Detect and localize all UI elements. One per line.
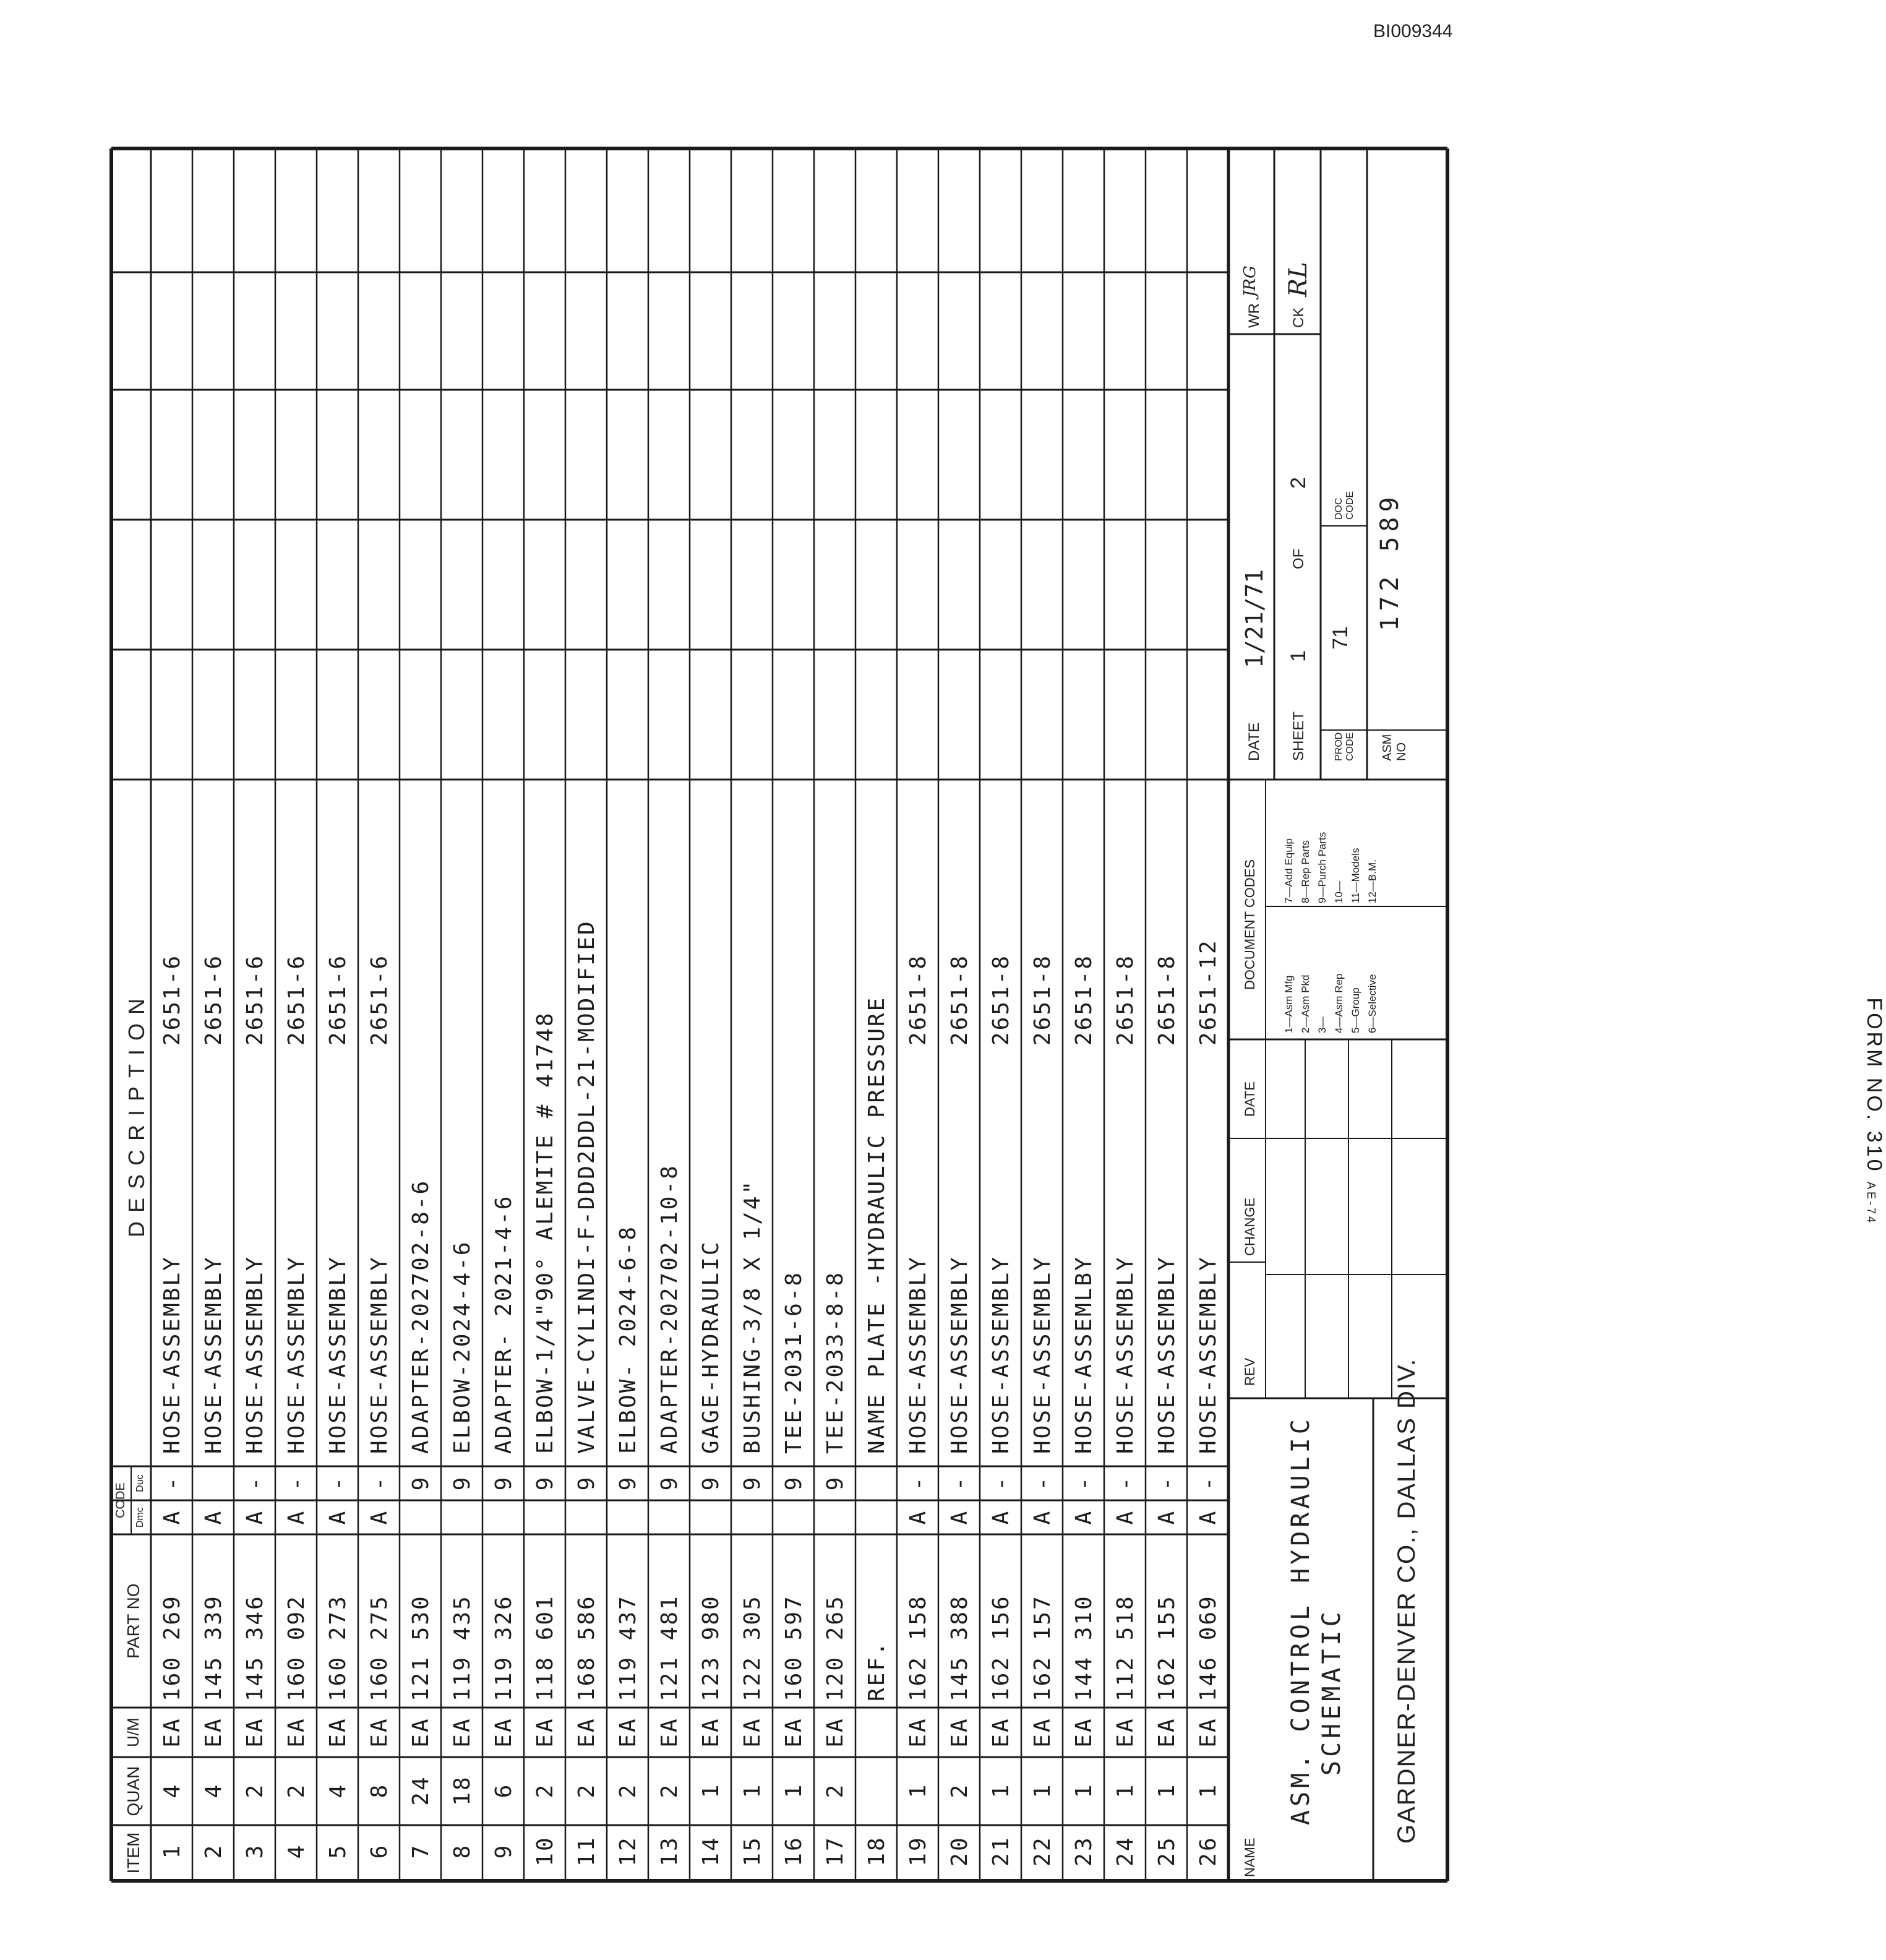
row-description: HOSE-ASSEMBLY: [1113, 1255, 1138, 1454]
row-spec: 2651-8: [988, 953, 1014, 1046]
row-unit: EA: [491, 1717, 517, 1748]
row-code-dmc: A: [906, 1509, 931, 1525]
row-description: HOSE-ASSEMBLY: [201, 1255, 226, 1454]
row-quantity: 18: [450, 1775, 475, 1806]
wr-label: WR: [1246, 303, 1262, 328]
row-code-dmc: A: [1113, 1509, 1138, 1525]
row-item: 9: [491, 1843, 517, 1859]
row-part-number: 119 437: [615, 1594, 641, 1701]
footer-name-label: NAME: [1242, 1838, 1258, 1877]
row-quantity: 2: [574, 1782, 599, 1799]
row-code-duc: 9: [450, 1475, 475, 1491]
document-codes-label: DOCUMENT CODES: [1242, 859, 1258, 990]
row-unit: EA: [781, 1717, 807, 1748]
row-code-duc: -: [242, 1475, 268, 1491]
row-unit: EA: [615, 1717, 641, 1748]
row-code-dmc: A: [1196, 1509, 1221, 1525]
row-code-duc: -: [988, 1475, 1014, 1491]
row-quantity: 8: [367, 1782, 392, 1799]
document-codes-group-2: [1280, 832, 1381, 903]
row-code-dmc: A: [1071, 1509, 1097, 1525]
row-quantity: 1: [988, 1782, 1014, 1799]
row-part-number: 162 158: [906, 1594, 931, 1701]
form-revision: AE-74: [1865, 1181, 1877, 1225]
row-unit: EA: [160, 1717, 185, 1748]
row-description: ELBOW-2024-4-6: [450, 1240, 475, 1454]
row-description: HOSE-ASSEMBLY: [988, 1255, 1014, 1454]
company-name: GARDNER-DENVER CO., DALLAS DIV.: [1393, 1357, 1420, 1844]
row-part-number: 145 388: [947, 1594, 972, 1701]
row-part-number: 121 530: [408, 1594, 434, 1701]
ck-label: CK: [1290, 307, 1307, 328]
row-code-dmc: A: [947, 1509, 972, 1525]
row-unit: EA: [408, 1717, 434, 1748]
row-description: HOSE-ASSEMBLY: [367, 1255, 392, 1454]
row-spec: 2651-12: [1196, 939, 1221, 1046]
document-code-item: 10—: [1333, 881, 1345, 903]
row-unit: EA: [1071, 1717, 1097, 1748]
row-code-duc: -: [906, 1475, 931, 1491]
row-code-dmc: A: [1030, 1509, 1055, 1525]
row-item: 8: [450, 1843, 475, 1859]
document-code-item: 12—B.M.: [1366, 859, 1378, 903]
row-item: 19: [906, 1836, 931, 1867]
date-col-label: DATE: [1242, 1081, 1258, 1117]
row-part-number: 160 275: [367, 1594, 392, 1701]
row-spec: 2651-8: [906, 953, 931, 1046]
row-code-duc: -: [284, 1475, 309, 1491]
row-description: ADAPTER-202702-10-8: [657, 1164, 682, 1454]
row-spec: 2651-6: [367, 953, 392, 1046]
row-spec: 2651-8: [1113, 953, 1138, 1046]
row-description: ELBOW- 2024-6-8: [615, 1224, 641, 1454]
asm-no-label: ASM NO: [1381, 734, 1408, 761]
row-description: HOSE-ASSEMBLY: [906, 1255, 931, 1454]
row-spec: 2651-6: [201, 953, 226, 1046]
row-quantity: 2: [947, 1782, 972, 1799]
row-item: 20: [947, 1836, 972, 1867]
row-code-duc: -: [947, 1475, 972, 1491]
row-item: 11: [574, 1836, 599, 1867]
row-description: HOSE-ASSEMBLY: [1196, 1255, 1221, 1454]
row-unit: EA: [367, 1717, 392, 1748]
document-code-item: 5—Group: [1350, 987, 1361, 1033]
row-item: 16: [781, 1836, 807, 1867]
assembly-name-line2: SCHEMATIC: [1318, 1608, 1346, 1776]
wr-value: JRG: [1241, 265, 1259, 297]
row-item: 23: [1071, 1836, 1097, 1867]
row-code-dmc: A: [242, 1509, 268, 1525]
row-code-duc: 9: [698, 1475, 724, 1491]
row-code-duc: 9: [781, 1475, 807, 1491]
row-part-number: REF.: [864, 1640, 889, 1701]
doc-code-label: DOC CODE: [1334, 491, 1355, 520]
row-description: BUSHING-3/8 X 1/4": [740, 1179, 765, 1454]
row-unit: EA: [657, 1717, 682, 1748]
header-code-dmc: Dmc: [135, 1507, 145, 1528]
row-quantity: 2: [284, 1782, 309, 1799]
row-part-number: 145 339: [201, 1594, 226, 1701]
form-grid: [111, 148, 1447, 1881]
row-item: 13: [657, 1836, 682, 1867]
row-quantity: 1: [1113, 1782, 1138, 1799]
row-part-number: 121 481: [657, 1594, 682, 1701]
row-item: 15: [740, 1836, 765, 1867]
document-id: BI009344: [1373, 21, 1453, 41]
row-description: ADAPTER-202702-8-6: [408, 1179, 434, 1454]
header-um: U/M: [124, 1717, 142, 1747]
row-description: VALVE-CYLINDI-F-DDD2DDL-21-MODIFIED: [574, 919, 599, 1454]
row-description: HOSE-ASSEMBLY: [242, 1255, 268, 1454]
row-code-duc: 9: [574, 1475, 599, 1491]
row-part-number: 123 980: [698, 1594, 724, 1701]
row-item: 3: [242, 1843, 268, 1859]
row-code-duc: -: [1071, 1475, 1097, 1491]
row-spec: 2651-8: [947, 953, 972, 1046]
header-description: DESCRIPTION: [124, 989, 149, 1238]
row-unit: EA: [698, 1717, 724, 1748]
row-unit: EA: [533, 1717, 558, 1748]
row-part-number: 162 156: [988, 1594, 1014, 1701]
row-code-duc: -: [1196, 1475, 1221, 1491]
row-part-number: 145 346: [242, 1594, 268, 1701]
row-part-number: 160 597: [781, 1594, 807, 1701]
row-quantity: 2: [533, 1782, 558, 1799]
row-spec: 2651-6: [242, 953, 268, 1046]
row-code-duc: -: [325, 1475, 351, 1491]
row-item: 14: [698, 1836, 724, 1867]
row-unit: EA: [201, 1717, 226, 1748]
row-description: HOSE-ASSEMBLY: [284, 1255, 309, 1454]
row-quantity: 1: [1154, 1782, 1180, 1799]
document-code-item: 1—Asm Mfg: [1283, 975, 1295, 1033]
row-description: HOSE-ASSEMBLY: [325, 1255, 351, 1454]
row-description: TEE-2031-6-8: [781, 1270, 807, 1454]
row-part-number: 119 435: [450, 1594, 475, 1701]
row-item: 17: [823, 1836, 848, 1867]
row-unit: EA: [947, 1717, 972, 1748]
row-part-number: 160 269: [160, 1594, 185, 1701]
of-value: 2: [1287, 477, 1310, 489]
row-item: 24: [1113, 1836, 1138, 1867]
row-code-duc: 9: [408, 1475, 434, 1491]
row-quantity: 24: [408, 1775, 434, 1806]
header-part-no: PART NO: [124, 1583, 143, 1659]
date-field-label: DATE: [1246, 722, 1262, 761]
row-part-number: 144 310: [1071, 1594, 1097, 1701]
row-quantity: 2: [657, 1782, 682, 1799]
ck-value: RL: [1284, 262, 1313, 297]
assembly-name-line1: ASM. CONTROL HYDRAULIC: [1287, 1416, 1315, 1825]
asm-no-value: 172 589: [1376, 492, 1404, 631]
row-unit: EA: [1196, 1717, 1221, 1748]
row-item: 4: [284, 1843, 309, 1859]
row-description: HOSE-ASSEMBLY: [160, 1255, 185, 1454]
row-quantity: 1: [740, 1782, 765, 1799]
header-code-duc: Duc: [135, 1474, 145, 1492]
document-code-item: 9—Purch Parts: [1316, 832, 1328, 903]
row-spec: 2651-6: [284, 953, 309, 1046]
row-code-dmc: A: [325, 1509, 351, 1525]
document-code-item: 6—Selective: [1366, 974, 1378, 1033]
parts-list-form: [111, 148, 1886, 1881]
row-description: HOSE-ASSEMBLY: [1154, 1255, 1180, 1454]
row-item: 26: [1196, 1836, 1221, 1867]
document-code-item: 7—Add Equip: [1283, 838, 1295, 903]
header-quan: QUAN: [124, 1766, 143, 1816]
row-code-duc: 9: [740, 1475, 765, 1491]
row-item: 6: [367, 1843, 392, 1859]
row-unit: EA: [1030, 1717, 1055, 1748]
document-code-item: 2—Asm Pkd: [1300, 974, 1311, 1033]
row-quantity: 1: [906, 1782, 931, 1799]
row-description: TEE-2033-8-8: [823, 1270, 848, 1454]
row-quantity: 1: [1196, 1782, 1221, 1799]
row-quantity: 4: [160, 1782, 185, 1799]
row-part-number: 162 155: [1154, 1594, 1180, 1701]
row-part-number: 160 092: [284, 1594, 309, 1701]
of-label: OF: [1290, 548, 1307, 569]
row-code-dmc: A: [1154, 1509, 1180, 1525]
row-unit: EA: [823, 1717, 848, 1748]
row-item: 2: [201, 1843, 226, 1859]
prod-code-value: 71: [1329, 626, 1352, 650]
header-item: ITEM: [124, 1832, 143, 1874]
row-unit: EA: [988, 1717, 1014, 1748]
row-item: 22: [1030, 1836, 1055, 1867]
row-part-number: 168 586: [574, 1594, 599, 1701]
row-code-duc: 9: [657, 1475, 682, 1491]
row-quantity: 1: [781, 1782, 807, 1799]
row-unit: EA: [740, 1717, 765, 1748]
row-description: ADAPTER- 2021-4-6: [491, 1194, 517, 1454]
row-code-duc: -: [160, 1475, 185, 1491]
row-quantity: 6: [491, 1782, 517, 1799]
row-code-dmc: A: [201, 1509, 226, 1525]
row-item: 1: [160, 1843, 185, 1859]
row-code-duc: -: [1113, 1475, 1138, 1491]
row-unit: EA: [284, 1717, 309, 1748]
row-code-duc: 9: [823, 1475, 848, 1491]
row-code-dmc: A: [367, 1509, 392, 1525]
row-code-dmc: A: [284, 1509, 309, 1525]
row-code-duc: 9: [615, 1475, 641, 1491]
row-part-number: 118 601: [533, 1594, 558, 1701]
row-description: HOSE-ASSEMBLY: [947, 1255, 972, 1454]
document-code-item: 11—Models: [1350, 848, 1361, 903]
row-item: 18: [864, 1836, 889, 1867]
row-code-duc: 9: [533, 1475, 558, 1491]
row-unit: EA: [1154, 1717, 1180, 1748]
row-part-number: 112 518: [1113, 1594, 1138, 1701]
row-unit: EA: [325, 1717, 351, 1748]
header-code: CODE: [114, 1482, 127, 1518]
row-description: HOSE-ASSEMLBY: [1071, 1255, 1097, 1454]
row-code-duc: 9: [491, 1475, 517, 1491]
row-unit: EA: [574, 1717, 599, 1748]
row-quantity: 2: [823, 1782, 848, 1799]
row-quantity: 4: [325, 1782, 351, 1799]
row-quantity: 1: [1030, 1782, 1055, 1799]
document-code-item: 3—: [1316, 1017, 1328, 1033]
row-item: 5: [325, 1843, 351, 1859]
row-quantity: 4: [201, 1782, 226, 1799]
date-value: 1/21/71: [1241, 569, 1268, 668]
row-unit: EA: [906, 1717, 931, 1748]
row-description: NAME PLATE -HYDRAULIC PRESSURE: [864, 995, 889, 1454]
row-part-number: 162 157: [1030, 1594, 1055, 1701]
row-unit: EA: [242, 1717, 268, 1748]
row-spec: 2651-6: [160, 953, 185, 1046]
row-description: GAGE-HYDRAULIC: [698, 1240, 724, 1454]
form-number-label: FORM NO. 310: [1862, 997, 1886, 1174]
row-spec: 2651-8: [1154, 953, 1180, 1046]
row-code-duc: -: [1030, 1475, 1055, 1491]
rev-label: REV: [1242, 1357, 1258, 1386]
row-quantity: 2: [615, 1782, 641, 1799]
change-label: CHANGE: [1242, 1197, 1258, 1256]
row-description: HOSE-ASSEMBLY: [1030, 1255, 1055, 1454]
sheet-value: 1: [1287, 650, 1310, 662]
row-part-number: 146 069: [1196, 1594, 1221, 1701]
row-spec: 2651-8: [1071, 953, 1097, 1046]
row-code-duc: -: [367, 1475, 392, 1491]
row-unit: EA: [1113, 1717, 1138, 1748]
row-quantity: 1: [1071, 1782, 1097, 1799]
sheet-label: SHEET: [1290, 711, 1307, 761]
row-part-number: 120 265: [823, 1594, 848, 1701]
row-item: 7: [408, 1843, 434, 1859]
document-code-item: 8—Rep Parts: [1300, 840, 1311, 903]
document-codes-group-1: [1280, 974, 1381, 1033]
form-number: [1862, 997, 1886, 1225]
row-code-dmc: A: [988, 1509, 1014, 1525]
row-spec: 2651-6: [325, 953, 351, 1046]
row-item: 12: [615, 1836, 641, 1867]
row-quantity: 1: [698, 1782, 724, 1799]
row-quantity: 2: [242, 1782, 268, 1799]
row-code-dmc: A: [160, 1509, 185, 1525]
row-part-number: 160 273: [325, 1594, 351, 1701]
row-spec: 2651-8: [1030, 953, 1055, 1046]
row-item: 10: [533, 1836, 558, 1867]
row-item: 21: [988, 1836, 1014, 1867]
row-description: ELBOW-1/4"90° ALEMITE # 41748: [533, 1011, 558, 1454]
row-part-number: 122 305: [740, 1594, 765, 1701]
document-code-item: 4—Asm Rep: [1333, 973, 1345, 1033]
row-unit: EA: [450, 1717, 475, 1748]
row-code-duc: -: [1154, 1475, 1180, 1491]
row-item: 25: [1154, 1836, 1180, 1867]
row-part-number: 119 326: [491, 1594, 517, 1701]
prod-code-label: PROD CODE: [1334, 732, 1355, 761]
